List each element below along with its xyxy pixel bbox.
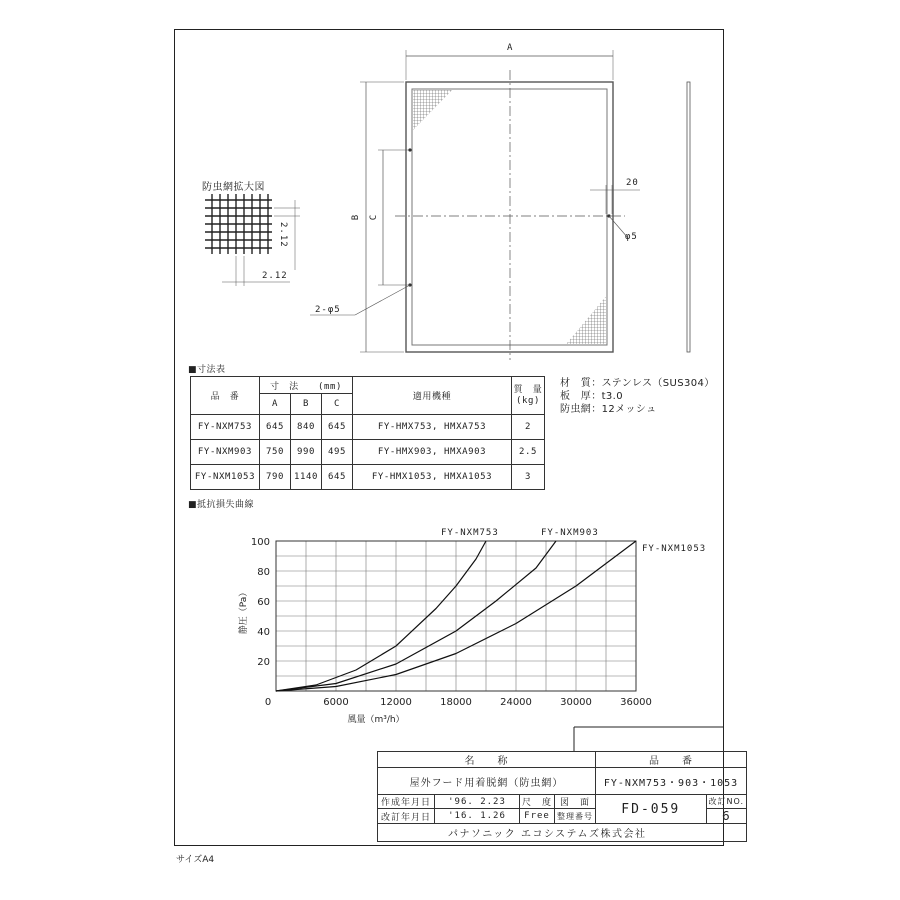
cell-b: 990 (291, 440, 322, 465)
control-label: 整理番号 (555, 809, 596, 824)
drawing-label: 図 面 (555, 795, 596, 809)
cell-models: FY-HMX903, HMXA903 (353, 440, 512, 465)
mesh-text: 防虫網：12メッシュ (560, 404, 657, 415)
thickness-text: 板 厚：t3.0 (560, 391, 624, 402)
x-tick-label: 0 (264, 697, 272, 708)
product-number: FY-NXM753・903・1053 (596, 768, 747, 795)
dim-a-label: A (507, 43, 514, 53)
hole-side-label: φ5 (625, 232, 638, 242)
x-tick-label: 30000 (560, 697, 592, 708)
y-axis-label: 静圧（Pa） (239, 587, 249, 635)
revised-label: 改訂年月日 (378, 809, 435, 824)
number-header: 品 番 (596, 752, 747, 768)
material-text: 材 質：ステンレス（SUS304） (560, 378, 715, 389)
dimension-table-heading: ■寸法表 (188, 365, 226, 375)
scale-value: Free (520, 809, 555, 824)
cell-c: 495 (322, 440, 353, 465)
mesh-dim-horizontal: 2.12 (262, 271, 288, 281)
dim-20-label: 20 (626, 178, 639, 188)
y-tick-label: 20 (257, 657, 270, 668)
drawing-number: FD-059 (596, 795, 707, 824)
col-a: A (260, 394, 291, 415)
cell-mass: 3 (512, 465, 545, 490)
cell-a: 750 (260, 440, 291, 465)
cell-a: 790 (260, 465, 291, 490)
name-header: 名 称 (378, 752, 596, 768)
x-axis-label: 風量（m³/h） (347, 715, 405, 725)
curve-heading: ■抵抗損失曲線 (188, 500, 255, 510)
x-tick-label: 12000 (380, 697, 412, 708)
series-label: FY-NXM753 (441, 528, 499, 538)
x-tick-label: 6000 (323, 697, 349, 708)
dim-c-label: C (369, 213, 380, 221)
cell-c: 645 (322, 415, 353, 440)
series-label: FY-NXM903 (541, 528, 599, 538)
col-size: 寸 法 (mm) (260, 377, 353, 394)
x-tick-label: 36000 (620, 697, 652, 708)
rev-value: 6 (706, 809, 747, 824)
cell-a: 645 (260, 415, 291, 440)
cell-b: 840 (291, 415, 322, 440)
paper-size: サイズA4 (176, 855, 215, 865)
y-tick-label: 80 (257, 567, 270, 578)
col-product: 品 番 (191, 377, 260, 415)
dim-b-label: B (351, 213, 362, 221)
y-tick-label: 60 (257, 597, 270, 608)
cell-product: FY-NXM753 (191, 415, 260, 440)
cell-c: 645 (322, 465, 353, 490)
created-label: 作成年月日 (378, 795, 435, 809)
scale-label: 尺 度 (520, 795, 555, 809)
cell-models: FY-HMX1053, HMXA1053 (353, 465, 512, 490)
cell-b: 1140 (291, 465, 322, 490)
product-name: 屋外フード用着脱網（防虫網） (378, 768, 596, 795)
series-label: FY-NXM1053 (642, 544, 707, 554)
col-models: 適用機種 (353, 377, 512, 415)
company-name: パナソニック エコシステムズ株式会社 (378, 824, 747, 842)
y-tick-label: 40 (257, 627, 270, 638)
cell-product: FY-NXM1053 (191, 465, 260, 490)
rev-label: 改訂NO. (706, 795, 747, 809)
cell-product: FY-NXM903 (191, 440, 260, 465)
x-tick-label: 24000 (500, 697, 532, 708)
enlarge-title: 防虫網拡大図 (202, 182, 265, 193)
col-mass: 質 量 (kg) (512, 377, 545, 415)
title-block (377, 751, 747, 842)
mesh-dim-vertical: 2.12 (278, 222, 288, 248)
hole-pair-label: 2-φ5 (315, 305, 341, 315)
created-date: '96. 2.23 (435, 795, 520, 809)
col-c: C (322, 394, 353, 415)
revised-date: '16. 1.26 (435, 809, 520, 824)
cell-mass: 2.5 (512, 440, 545, 465)
cell-models: FY-HMX753, HMXA753 (353, 415, 512, 440)
x-tick-label: 18000 (440, 697, 472, 708)
y-tick-label: 100 (250, 537, 270, 548)
cell-mass: 2 (512, 415, 545, 440)
col-b: B (291, 394, 322, 415)
